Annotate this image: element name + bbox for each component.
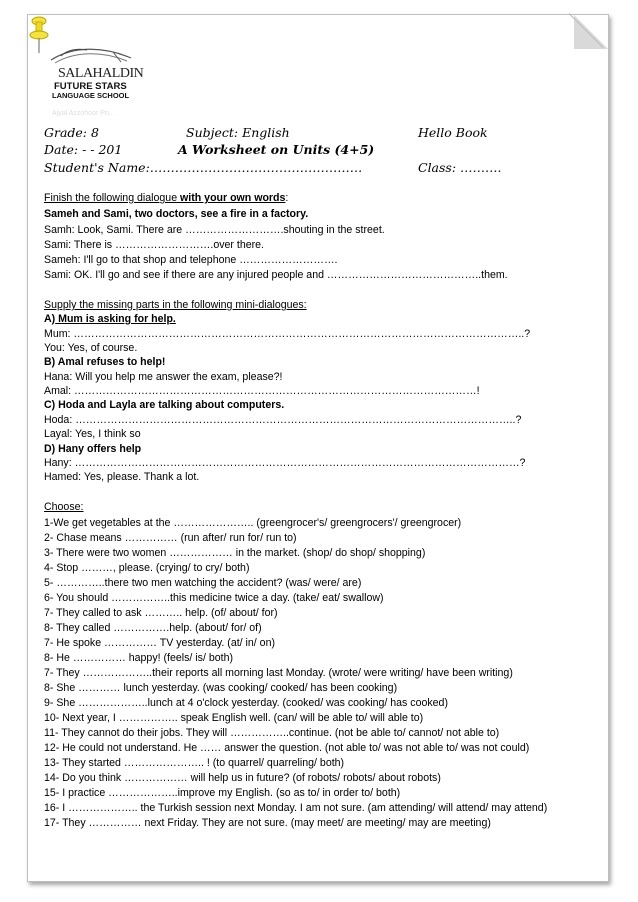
dialogue-a-heading	[44, 313, 176, 326]
dialogue-line: Hany: ………………………………………………………………………………………………………………?	[44, 457, 526, 469]
dialogue-line: Amal: ……………………………………………………………………………………………………!	[44, 385, 480, 397]
choose-item: 1-We get vegetables at the ………………….. (greengrocer's/ greengrocers'/ greengrocer)	[44, 517, 462, 529]
choose-item: 15- I practice ………………..improve my English. (so as to/ in order to/ both)	[44, 787, 401, 799]
subject-label: Subject: English	[186, 125, 290, 140]
logo-line3: LANGUAGE SCHOOL	[52, 91, 130, 100]
worksheet-title: A Worksheet on Units (4+5)	[178, 142, 375, 157]
choose-item: 13- They started ………………….. ! (to quarrel/ quarreling/ both)	[44, 757, 345, 769]
choose-item: 8- She ………… lunch yesterday. (was cooking/ cooked/ has been cooking)	[44, 682, 398, 694]
section3-instruction: Choose:	[44, 501, 84, 513]
dialogue-line: Samh: Look, Sami. There are ……………………….shouting in the street.	[44, 224, 385, 236]
dialogue-line: Sameh: I'll go to that shop and telephone ……………………….	[44, 254, 338, 266]
choose-item: 3- There were two women ……………… in the market. (shop/ do shop/ shopping)	[44, 547, 426, 559]
choose-item: 17- They …………… next Friday. They are not sure. (may meet/ are meeting/ may are meeting)	[44, 817, 491, 829]
dialogue-line: Hana: Will you help me answer the exam, please?!	[44, 371, 283, 383]
choose-item: 9- She ………………..lunch at 4 o'clock yesterday. (cooked/ was cooking/ has cooked)	[44, 697, 448, 709]
choose-item: 4- Stop ………, please. (crying/ to cry/ both)	[44, 562, 250, 574]
choose-item: 5- …………..there two men watching the accident? (was/ were/ are)	[44, 577, 362, 589]
dialogue-a-letter: A)	[44, 313, 56, 325]
date-label: Date: - - 201	[44, 142, 123, 157]
choose-item: 10- Next year, I …………….. speak English well. (can/ will be able to/ will able to)	[44, 712, 424, 724]
choose-item: 11- They cannot do their jobs. They will ……………..continue. (not be able to/ cannot/ not able to)	[44, 727, 500, 739]
student-name-label: Student's Name:……………………………………………	[44, 160, 363, 175]
class-label: Class: ……….	[418, 160, 502, 175]
dialogue-d-heading: D) Hany offers help	[44, 443, 142, 455]
choose-item: 8- He …………… happy! (feels/ is/ both)	[44, 652, 233, 664]
page-curl	[574, 15, 608, 49]
choose-item: 7- They called to ask ……….. help. (of/ about/ for)	[44, 607, 278, 619]
dialogue-a-text: Mum is asking for help.	[55, 313, 176, 325]
section2-instruction: Supply the missing parts in the following mini-dialogues:	[44, 299, 307, 311]
dialogue-line: Hamed: Yes, please. Thank a lot.	[44, 471, 200, 483]
dialogue-line: Mum: ………………………………………………………………………………………………………………..?	[44, 328, 531, 340]
book-label: Hello Book	[418, 125, 488, 140]
logo-line2: FUTURE STARS	[54, 81, 127, 92]
dialogue-b-heading: B) Amal refuses to help!	[44, 356, 166, 368]
section1-heading: Sameh and Sami, two doctors, see a fire in a factory.	[44, 208, 309, 220]
logo-line1: SALAHALDIN	[58, 66, 144, 81]
choose-item: 2- Chase means …………… (run after/ run for/ run to)	[44, 532, 297, 544]
section1-instruction	[44, 192, 288, 205]
dialogue-line: You: Yes, of course.	[44, 342, 138, 354]
choose-item: 6- You should ……………..this medicine twice a day. (take/ eat/ swallow)	[44, 592, 384, 604]
choose-item: 8- They called …………….help. (about/ for/ of)	[44, 622, 262, 634]
instruction-emphasis: with your own words	[180, 192, 286, 204]
dialogue-line: Sami: There is ……………………….over there.	[44, 239, 264, 251]
dialogue-line: Sami: OK. I'll go and see if there are any injured people and ……………………………………..them.	[44, 269, 508, 281]
choose-item: 14- Do you think ……………… will help us in future? (of robots/ robots/ about robots)	[44, 772, 441, 784]
choose-item: 16- I ……………….. the Turkish session next Monday. I am not sure. (am attending/ will attend/ may attend)	[44, 802, 548, 814]
choose-item: 7- They ………………..their reports all morning last Monday. (wrote/ were writing/ have been writing)	[44, 667, 513, 679]
choose-item: 12- He could not understand. He …… answer the question. (not able to/ was not able to/ was not could)	[44, 742, 530, 754]
grade-label: Grade: 8	[44, 125, 99, 140]
dialogue-line: Hoda: ……………………………………………………………………………………………………………..?	[44, 414, 522, 426]
dialogue-c-heading: C) Hoda and Layla are talking about computers.	[44, 399, 285, 411]
logo-ghost-text: Ajyal Azzohoor Pri...	[52, 110, 115, 117]
dialogue-line: Layal: Yes, I think so	[44, 428, 141, 440]
choose-item: 7- He spoke …………… TV yesterday. (at/ in/ on)	[44, 637, 275, 649]
instruction-text: Finish the following dialogue	[44, 192, 181, 204]
instruction-colon: :	[285, 192, 289, 204]
